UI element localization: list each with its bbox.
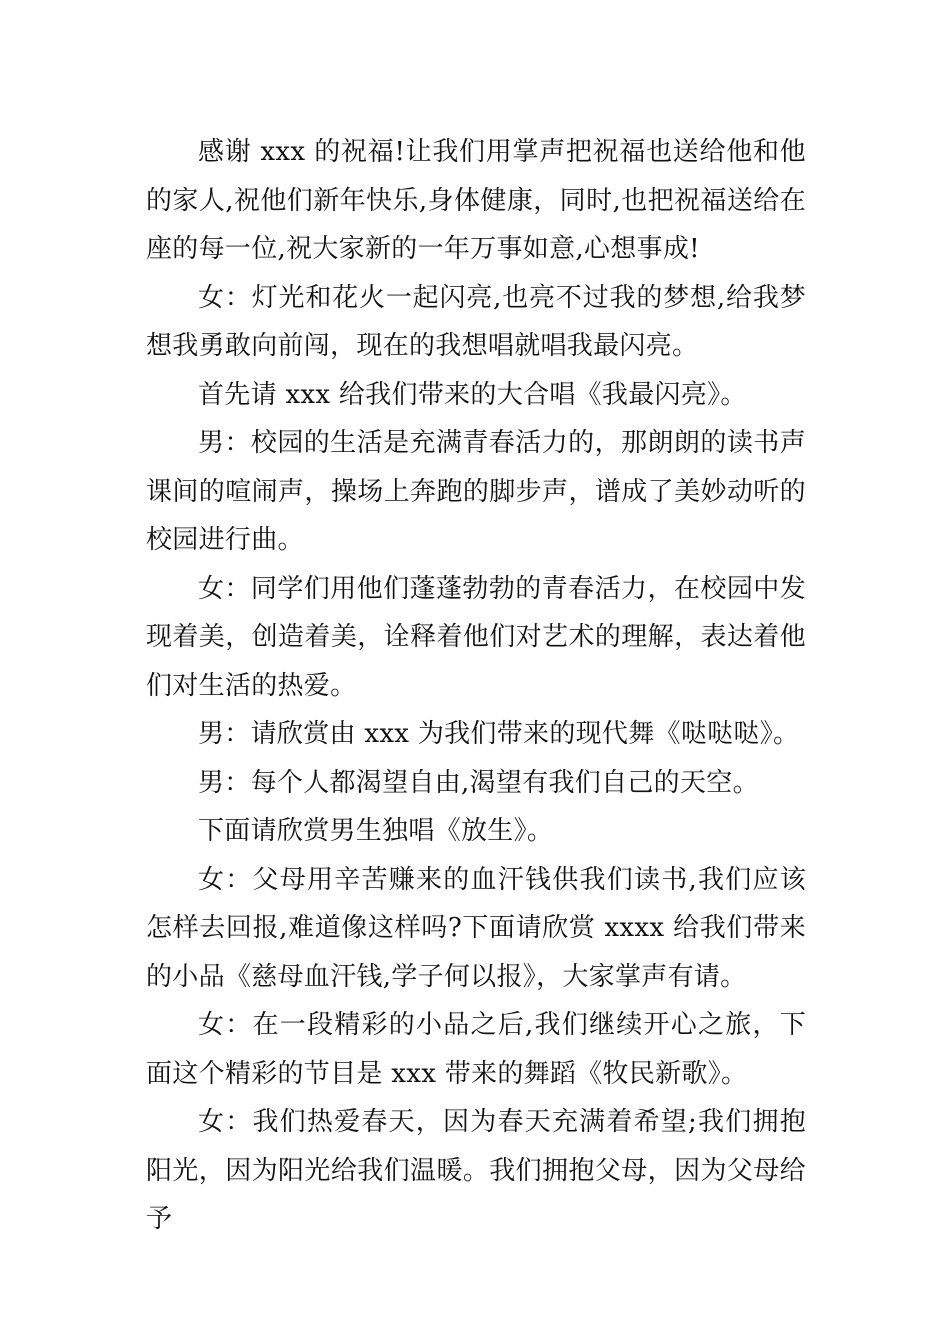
paragraph-4: 男：校园的生活是充满青春活力的，那朗朗的读书声课间的喧闹声，操场上奔跑的脚步声，谱成了美妙动听的校园进行曲。: [146, 428, 806, 555]
paragraph-7: 男：每个人都渴望自由,渴望有我们自己的天空。: [198, 767, 759, 798]
paragraph-2: 女：灯光和花火一起闪亮,也亮不过我的梦想,给我梦想我勇敢向前闯，现在的我想唱就唱我最闪亮。: [146, 282, 806, 361]
paragraph-5: 女：同学们用他们蓬蓬勃勃的青春活力，在校园中发现着美，创造着美，诠释着他们对艺术的理解，表达着他们对生活的热爱。: [146, 573, 806, 701]
paragraph-8: 下面请欣赏男生独唱《放生》。: [198, 816, 554, 846]
paragraph-10: 女：在一段精彩的小品之后,我们继续开心之旅，下面这个精彩的节目是 xxx 带来的舞蹈《牧民新歌》。: [146, 1010, 806, 1089]
document-body: [146, 128, 806, 1244]
paragraph-9: 女：父母用辛苦赚来的血汗钱供我们读书,我们应该怎样去回报,难道像这样吗?下面请欣赏 xxxx 给我们带来的小品《慈母血汗钱,学子何以报》，大家掌声有请。: [146, 864, 806, 992]
paragraph-6: 男：请欣赏由 xxx 为我们带来的现代舞《哒哒哒》。: [198, 719, 800, 749]
paragraph-1: 感谢 xxx 的祝福!让我们用掌声把祝福也送给他和他的家人,祝他们新年快乐,身体健康，同时,也把祝福送给在座的每一位,祝大家新的一年万事如意,心想事成!: [146, 137, 806, 264]
paragraph-3: 首先请 xxx 给我们带来的大合唱《我最闪亮》。: [198, 379, 747, 410]
paragraph-11: 女：我们热爱春天，因为春天充满着希望;我们拥抱阳光，因为阳光给我们温暖。我们拥抱父母，因为父母给予: [146, 1107, 806, 1234]
